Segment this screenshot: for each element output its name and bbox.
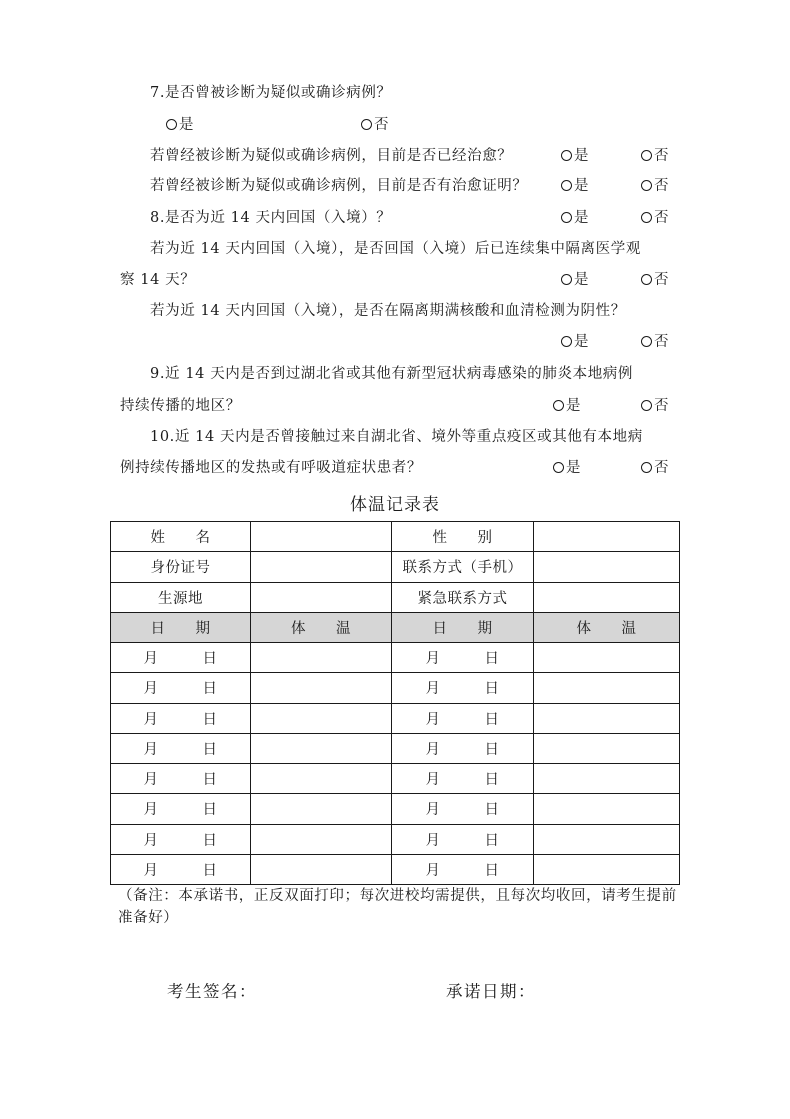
day-label: 日 xyxy=(484,681,500,698)
q7-no-label: 否 xyxy=(374,117,389,133)
date-cell[interactable] xyxy=(111,854,251,884)
temperature-cell[interactable] xyxy=(534,733,680,763)
temperature-cell[interactable] xyxy=(251,824,392,854)
radio-circle-icon xyxy=(553,462,564,473)
temperature-cell[interactable] xyxy=(251,703,392,733)
date-cell[interactable] xyxy=(392,824,534,854)
q8-option-no[interactable] xyxy=(641,206,669,227)
radio-circle-icon xyxy=(641,180,652,191)
table-row xyxy=(111,733,680,763)
q10-line1: 10.近 14 天内是否曾接触过来自湖北省、境外等重点疫区或其他有本地病 xyxy=(150,429,643,445)
q8-option-yes[interactable] xyxy=(561,206,589,227)
q7-sub1-text: 若曾经被诊断为疑似或确诊病例，目前是否已经治愈？ xyxy=(150,148,513,164)
month-label: 月 xyxy=(143,772,159,789)
radio-circle-icon xyxy=(641,150,652,161)
date-cell[interactable] xyxy=(111,794,251,824)
month-label: 月 xyxy=(143,832,159,849)
month-label: 月 xyxy=(143,711,159,728)
commitment-date-label: 承诺日期： xyxy=(446,982,536,1001)
day-label: 日 xyxy=(484,711,500,728)
month-label: 月 xyxy=(425,832,441,849)
q7-sub1-option-yes[interactable] xyxy=(561,144,589,165)
q8-sub2-option-yes[interactable] xyxy=(561,330,589,351)
day-label: 日 xyxy=(484,741,500,758)
temperature-record-table xyxy=(110,521,680,885)
gender-label: 性 别 xyxy=(392,522,534,552)
month-label: 月 xyxy=(425,651,441,668)
month-label: 月 xyxy=(425,711,441,728)
radio-circle-icon xyxy=(641,400,652,411)
radio-circle-icon xyxy=(641,336,652,347)
day-label: 日 xyxy=(202,681,218,698)
radio-circle-icon xyxy=(561,180,572,191)
month-label: 月 xyxy=(425,802,441,819)
table-title: 体温记录表 xyxy=(350,495,440,515)
month-label: 月 xyxy=(143,681,159,698)
date-header: 日 期 xyxy=(392,612,534,642)
date-cell[interactable] xyxy=(111,643,251,673)
temperature-cell[interactable] xyxy=(534,824,680,854)
temperature-header: 体 温 xyxy=(534,612,680,642)
radio-circle-icon xyxy=(361,119,372,130)
id-label: 身份证号 xyxy=(111,552,251,582)
name-label: 姓 名 xyxy=(111,522,251,552)
month-label: 月 xyxy=(425,772,441,789)
table-row xyxy=(111,854,680,884)
day-label: 日 xyxy=(202,862,218,879)
radio-circle-icon xyxy=(166,119,177,130)
q7-sub2-option-no[interactable] xyxy=(641,174,669,195)
date-header: 日 期 xyxy=(111,612,251,642)
radio-circle-icon xyxy=(553,400,564,411)
emergency-contact-input-cell[interactable] xyxy=(534,582,680,612)
id-input-cell[interactable] xyxy=(251,552,392,582)
date-cell[interactable] xyxy=(111,703,251,733)
q7-sub2-option-yes[interactable] xyxy=(561,174,589,195)
q8-sub2-text: 若为近 14 天内回国（入境），是否在隔离期满核酸和血清检测为阴性？ xyxy=(150,303,626,319)
q7-option-no[interactable] xyxy=(361,113,389,134)
q8-sub1-option-yes[interactable] xyxy=(561,268,589,289)
option-yes-label: 是 xyxy=(574,148,589,164)
table-row xyxy=(111,764,680,794)
day-label: 日 xyxy=(202,741,218,758)
student-signature-label: 考生签名： xyxy=(167,982,257,1001)
origin-input-cell[interactable] xyxy=(251,582,392,612)
option-yes-label: 是 xyxy=(574,178,589,194)
q8-sub1-option-no[interactable] xyxy=(641,268,669,289)
date-cell[interactable] xyxy=(111,733,251,763)
q7-yes-label: 是 xyxy=(179,117,194,133)
table-row xyxy=(111,794,680,824)
day-label: 日 xyxy=(202,802,218,819)
table-header-row xyxy=(111,612,680,642)
day-label: 日 xyxy=(484,862,500,879)
q7-sub1-option-no[interactable] xyxy=(641,144,669,165)
table-row xyxy=(111,522,680,552)
option-no-label: 否 xyxy=(654,178,669,194)
q9-line1: 9.近 14 天内是否到过湖北省或其他有新型冠状病毒感染的肺炎本地病例 xyxy=(150,366,634,382)
option-no-label: 否 xyxy=(654,460,669,476)
day-label: 日 xyxy=(202,832,218,849)
month-label: 月 xyxy=(425,681,441,698)
date-cell[interactable] xyxy=(392,643,534,673)
radio-circle-icon xyxy=(641,462,652,473)
temperature-cell[interactable] xyxy=(251,794,392,824)
day-label: 日 xyxy=(484,651,500,668)
temperature-cell[interactable] xyxy=(534,673,680,703)
month-label: 月 xyxy=(143,862,159,879)
option-no-label: 否 xyxy=(654,272,669,288)
option-yes-label: 是 xyxy=(574,210,589,226)
option-yes-label: 是 xyxy=(574,272,589,288)
month-label: 月 xyxy=(143,741,159,758)
q7-option-yes[interactable] xyxy=(166,113,194,134)
option-yes-label: 是 xyxy=(566,398,581,414)
date-cell[interactable] xyxy=(111,824,251,854)
note-text: （备注：本承诺书，正反双面打印；每次进校均需提供，且每次均收回，请考生提前准备好） xyxy=(118,888,677,926)
q8-sub2-option-no[interactable] xyxy=(641,330,669,351)
gender-input-cell[interactable] xyxy=(534,522,680,552)
day-label: 日 xyxy=(484,772,500,789)
date-cell[interactable] xyxy=(392,764,534,794)
q7-text: 7.是否曾被诊断为疑似或确诊病例？ xyxy=(150,85,392,101)
date-cell[interactable] xyxy=(392,673,534,703)
option-no-label: 否 xyxy=(654,334,669,350)
date-cell[interactable] xyxy=(392,733,534,763)
radio-circle-icon xyxy=(641,274,652,285)
temperature-cell[interactable] xyxy=(251,854,392,884)
temperature-cell[interactable] xyxy=(534,703,680,733)
date-cell[interactable] xyxy=(111,673,251,703)
q8-sub1-line1: 若为近 14 天内回国（入境），是否回国（入境）后已连续集中隔离医学观 xyxy=(150,241,641,257)
q8-sub1-line2: 察 14 天？ xyxy=(120,272,196,288)
day-label: 日 xyxy=(484,832,500,849)
date-cell[interactable] xyxy=(111,764,251,794)
option-no-label: 否 xyxy=(654,148,669,164)
day-label: 日 xyxy=(484,802,500,819)
origin-label: 生源地 xyxy=(111,582,251,612)
name-input-cell[interactable] xyxy=(251,522,392,552)
q9-line2: 持续传播的地区？ xyxy=(120,398,241,414)
temperature-cell[interactable] xyxy=(251,643,392,673)
option-no-label: 否 xyxy=(654,398,669,414)
radio-circle-icon xyxy=(561,336,572,347)
option-yes-label: 是 xyxy=(566,460,581,476)
date-cell[interactable] xyxy=(392,794,534,824)
radio-circle-icon xyxy=(641,212,652,223)
q9-option-yes[interactable] xyxy=(553,394,581,415)
temperature-cell[interactable] xyxy=(534,643,680,673)
temperature-header: 体 温 xyxy=(251,612,392,642)
table-row xyxy=(111,552,680,582)
q10-option-yes[interactable] xyxy=(553,456,581,477)
temperature-cell[interactable] xyxy=(534,794,680,824)
q8-text: 8.是否为近 14 天内回国（入境）？ xyxy=(150,210,392,226)
q10-line2: 例持续传播地区的发热或有呼吸道症状患者？ xyxy=(120,460,422,476)
temperature-cell[interactable] xyxy=(534,854,680,884)
q10-option-no[interactable] xyxy=(641,456,669,477)
month-label: 月 xyxy=(425,741,441,758)
q9-option-no[interactable] xyxy=(641,394,669,415)
radio-circle-icon xyxy=(561,212,572,223)
month-label: 月 xyxy=(143,802,159,819)
temperature-cell[interactable] xyxy=(251,764,392,794)
radio-circle-icon xyxy=(561,274,572,285)
option-yes-label: 是 xyxy=(574,334,589,350)
radio-circle-icon xyxy=(561,150,572,161)
table-row xyxy=(111,703,680,733)
month-label: 月 xyxy=(143,651,159,668)
contact-label: 联系方式（手机） xyxy=(392,552,534,582)
temperature-cell[interactable] xyxy=(251,733,392,763)
date-cell[interactable] xyxy=(392,703,534,733)
temperature-cell[interactable] xyxy=(251,673,392,703)
table-row xyxy=(111,643,680,673)
day-label: 日 xyxy=(202,711,218,728)
temperature-cell[interactable] xyxy=(534,764,680,794)
table-row xyxy=(111,673,680,703)
date-cell[interactable] xyxy=(392,854,534,884)
day-label: 日 xyxy=(202,651,218,668)
emergency-contact-label: 紧急联系方式 xyxy=(392,582,534,612)
contact-input-cell[interactable] xyxy=(534,552,680,582)
day-label: 日 xyxy=(202,772,218,789)
option-no-label: 否 xyxy=(654,210,669,226)
month-label: 月 xyxy=(425,862,441,879)
table-row xyxy=(111,582,680,612)
table-row xyxy=(111,824,680,854)
q7-sub2-text: 若曾经被诊断为疑似或确诊病例，目前是否有治愈证明？ xyxy=(150,178,528,194)
